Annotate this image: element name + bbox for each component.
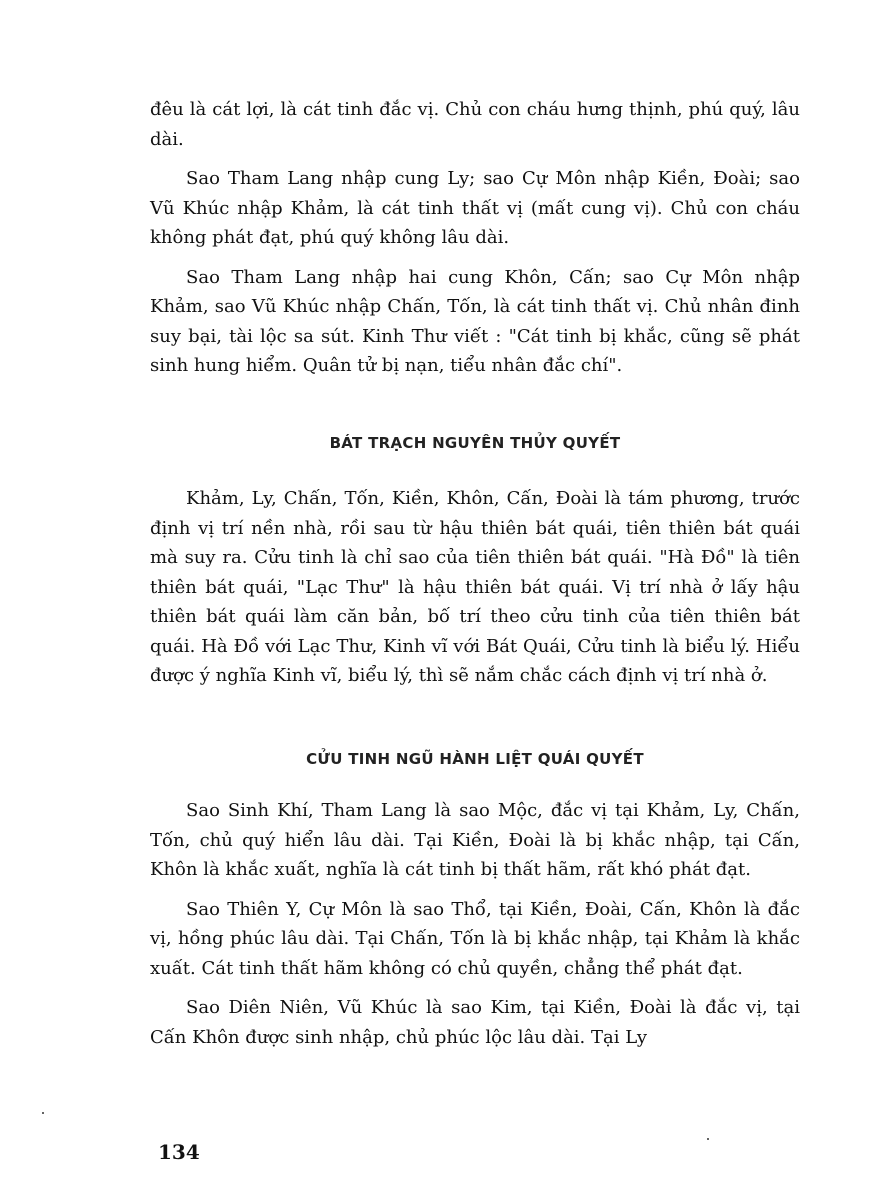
text-section-2 [150,484,800,701]
paragraph: Khảm, Ly, Chấn, Tốn, Kiền, Khôn, Cấn, Đoài là tám phương, trước định vị trí nền nhà, rồi sau từ hậu thiên bát quái, tiên thiên bát quái mà suy ra. Cửu tinh là chỉ sao của tiên thiên bát quái. "Hà Đồ" là tiên thiên bát quái, "Lạc Thư" là hậu thiên bát quái. Vị trí nhà ở lấy hậu thiên bát quái làm căn bản, bố trí theo cửu tinh của tiên thiên bát quái. Hà Đồ với Lạc Thư, Kinh vĩ với Bát Quái, Cửu tinh là biểu lý. Hiểu được ý nghĩa Kinh vĩ, biểu lý, thì sẽ nắm chắc cách định vị trí nhà ở. [150,488,800,686]
paragraph: Sao Tham Lang nhập hai cung Khôn, Cấn; sao Cự Môn nhập Khảm, sao Vũ Khúc nhập Chấn, Tốn, là cát tinh thất vị. Chủ nhân đinh suy bại, tài lộc sa sút. Kinh Thư viết : "Cát tinh bị khắc, cũng sẽ phát sinh hung hiểm. Quân tử bị nạn, tiểu nhân đắc chí". [150,266,800,376]
text-section-1 [150,95,800,391]
paragraph: Sao Tham Lang nhập cung Ly; sao Cự Môn nhập Kiền, Đoài; sao Vũ Khúc nhập Khảm, là cát tinh thất vị (mất cung vị). Chủ con cháu không phát đạt, phú quý không lâu dài. [150,168,800,248]
paragraph: Sao Diên Niên, Vũ Khúc là sao Kim, tại Kiền, Đoài là đắc vị, tại Cấn Khôn được sinh nhập, chủ phúc lộc lâu dài. Tại Ly [150,997,800,1048]
section-heading-cuu-tinh: CỬU TINH NGŨ HÀNH LIỆT QUÁI QUYẾT [306,750,644,768]
paragraph: Sao Sinh Khí, Tham Lang là sao Mộc, đắc vị tại Khảm, Ly, Chấn, Tốn, chủ quý hiển lâu dài. Tại Kiền, Đoài là bị khắc nhập, tại Cấn, Khôn là khắc xuất, nghĩa là cát tinh bị thất hãm, rất khó phát đạt. [150,800,800,880]
text-section-3 [150,796,800,1062]
scan-speck [42,1112,44,1114]
paragraph: Sao Thiên Y, Cự Môn là sao Thổ, tại Kiền, Đoài, Cấn, Khôn là đắc vị, hồng phúc lâu dài. Tại Chấn, Tốn là bị khắc nhập, tại Khảm là khắc xuất. Cát tinh thất hãm không có chủ quyền, chẳng thể phát đạt. [150,898,800,979]
page-number: 134 [158,1140,200,1164]
paragraph: đêu là cát lợi, là cát tinh đắc vị. Chủ con cháu hưng thịnh, phú quý, lâu dài. [150,99,800,150]
scan-speck [707,1138,709,1140]
section-heading-bat-trach: BÁT TRẠCH NGUYÊN THỦY QUYẾT [329,434,621,452]
